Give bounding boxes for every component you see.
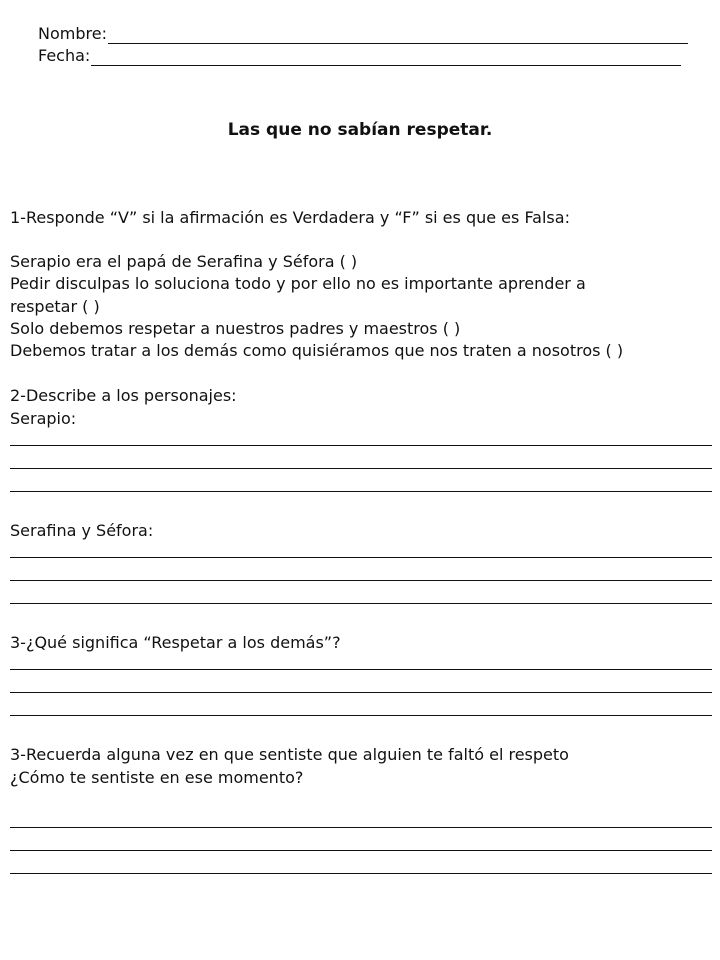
answer-line[interactable] (10, 580, 712, 581)
name-field-row (38, 24, 688, 44)
answer-line[interactable] (10, 873, 712, 874)
answer-line[interactable] (10, 557, 712, 558)
name-label: Nombre: (38, 24, 107, 43)
q1-item-4: Debemos tratar a los demás como quisiéramos que nos traten a nosotros ( ) (10, 341, 624, 360)
answer-line[interactable] (10, 603, 712, 604)
q1-item-2-continued: respetar ( ) (10, 297, 100, 316)
q3-prompt: 3-¿Qué significa “Respetar a los demás”? (10, 633, 341, 652)
q2-prompt: 2-Describe a los personajes: (10, 386, 237, 405)
q1-prompt: 1-Responde “V” si la afirmación es Verdadera y “F” si es que es Falsa: (10, 208, 570, 227)
worksheet-title: Las que no sabían respetar. (227, 120, 493, 140)
answer-line[interactable] (10, 850, 712, 851)
q1-item-1: Serapio era el papá de Serafina y Séfora ( ) (10, 252, 358, 271)
date-field-row (38, 46, 681, 66)
answer-line[interactable] (10, 692, 712, 693)
name-blank-line[interactable] (108, 28, 688, 44)
answer-line[interactable] (10, 669, 712, 670)
date-label: Fecha: (38, 46, 91, 65)
answer-line[interactable] (10, 445, 712, 446)
answer-line[interactable] (10, 491, 712, 492)
q4-prompt-line-1: 3-Recuerda alguna vez en que sentiste que alguien te faltó el respeto (10, 745, 569, 764)
q2-character-serafina-sefora: Serafina y Séfora: (10, 521, 154, 540)
answer-line[interactable] (10, 827, 712, 828)
date-blank-line[interactable] (91, 50, 681, 66)
q2-character-serapio: Serapio: (10, 409, 77, 428)
q4-prompt-line-2: ¿Cómo te sentiste en ese momento? (10, 768, 304, 787)
answer-line[interactable] (10, 468, 712, 469)
q1-item-3: Solo debemos respetar a nuestros padres y maestros ( ) (10, 319, 461, 338)
q1-item-2: Pedir disculpas lo soluciona todo y por ello no es importante aprender a (10, 274, 586, 293)
answer-line[interactable] (10, 715, 712, 716)
